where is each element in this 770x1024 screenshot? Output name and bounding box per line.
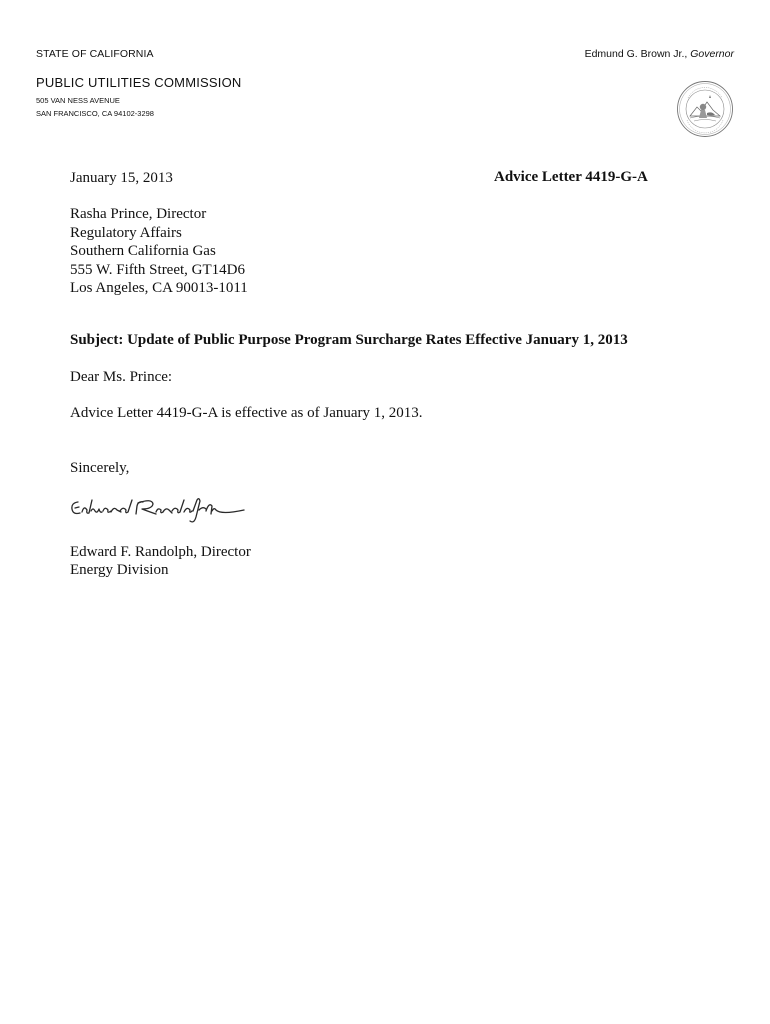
letterhead	[36, 48, 242, 120]
governor-name: Edmund G. Brown Jr.,	[584, 48, 688, 60]
recipient-line: Southern California Gas	[70, 243, 216, 259]
advice-letter-reference: Advice Letter 4419-G-A	[494, 169, 648, 185]
governor-line	[585, 48, 734, 60]
signer-name: Edward F. Randolph, Director	[70, 544, 251, 560]
great-seal-of-california-icon	[676, 80, 734, 138]
governor-title: Governor	[690, 48, 734, 60]
salutation: Dear Ms. Prince:	[70, 369, 173, 385]
letter-date: January 15, 2013	[70, 170, 173, 186]
handwritten-signature	[66, 492, 266, 526]
subject-line: Subject: Update of Public Purpose Program Surcharge Rates Effective January 1, 2013	[70, 332, 628, 348]
recipient-line: Regulatory Affairs	[70, 224, 182, 241]
recipient-line: 555 W. Fifth Street, GT14D6	[70, 261, 245, 278]
address-line-1: 505 VAN NESS AVENUE	[36, 96, 120, 105]
agency-address	[36, 94, 242, 120]
recipient-address-block	[70, 205, 248, 298]
address-line-2: SAN FRANCISCO, CA 94102-3298	[36, 109, 154, 118]
closing: Sincerely,	[70, 460, 130, 476]
signer-division: Energy Division	[70, 562, 169, 578]
recipient-line: Rasha Prince, Director	[70, 206, 207, 222]
state-label: STATE OF CALIFORNIA	[36, 48, 154, 60]
recipient-line: Los Angeles, CA 90013-1011	[70, 280, 248, 296]
body-paragraph: Advice Letter 4419-G-A is effective as of January 1, 2013.	[70, 405, 423, 421]
agency-name: PUBLIC UTILITIES COMMISSION	[36, 75, 242, 90]
signer-block	[70, 543, 251, 579]
